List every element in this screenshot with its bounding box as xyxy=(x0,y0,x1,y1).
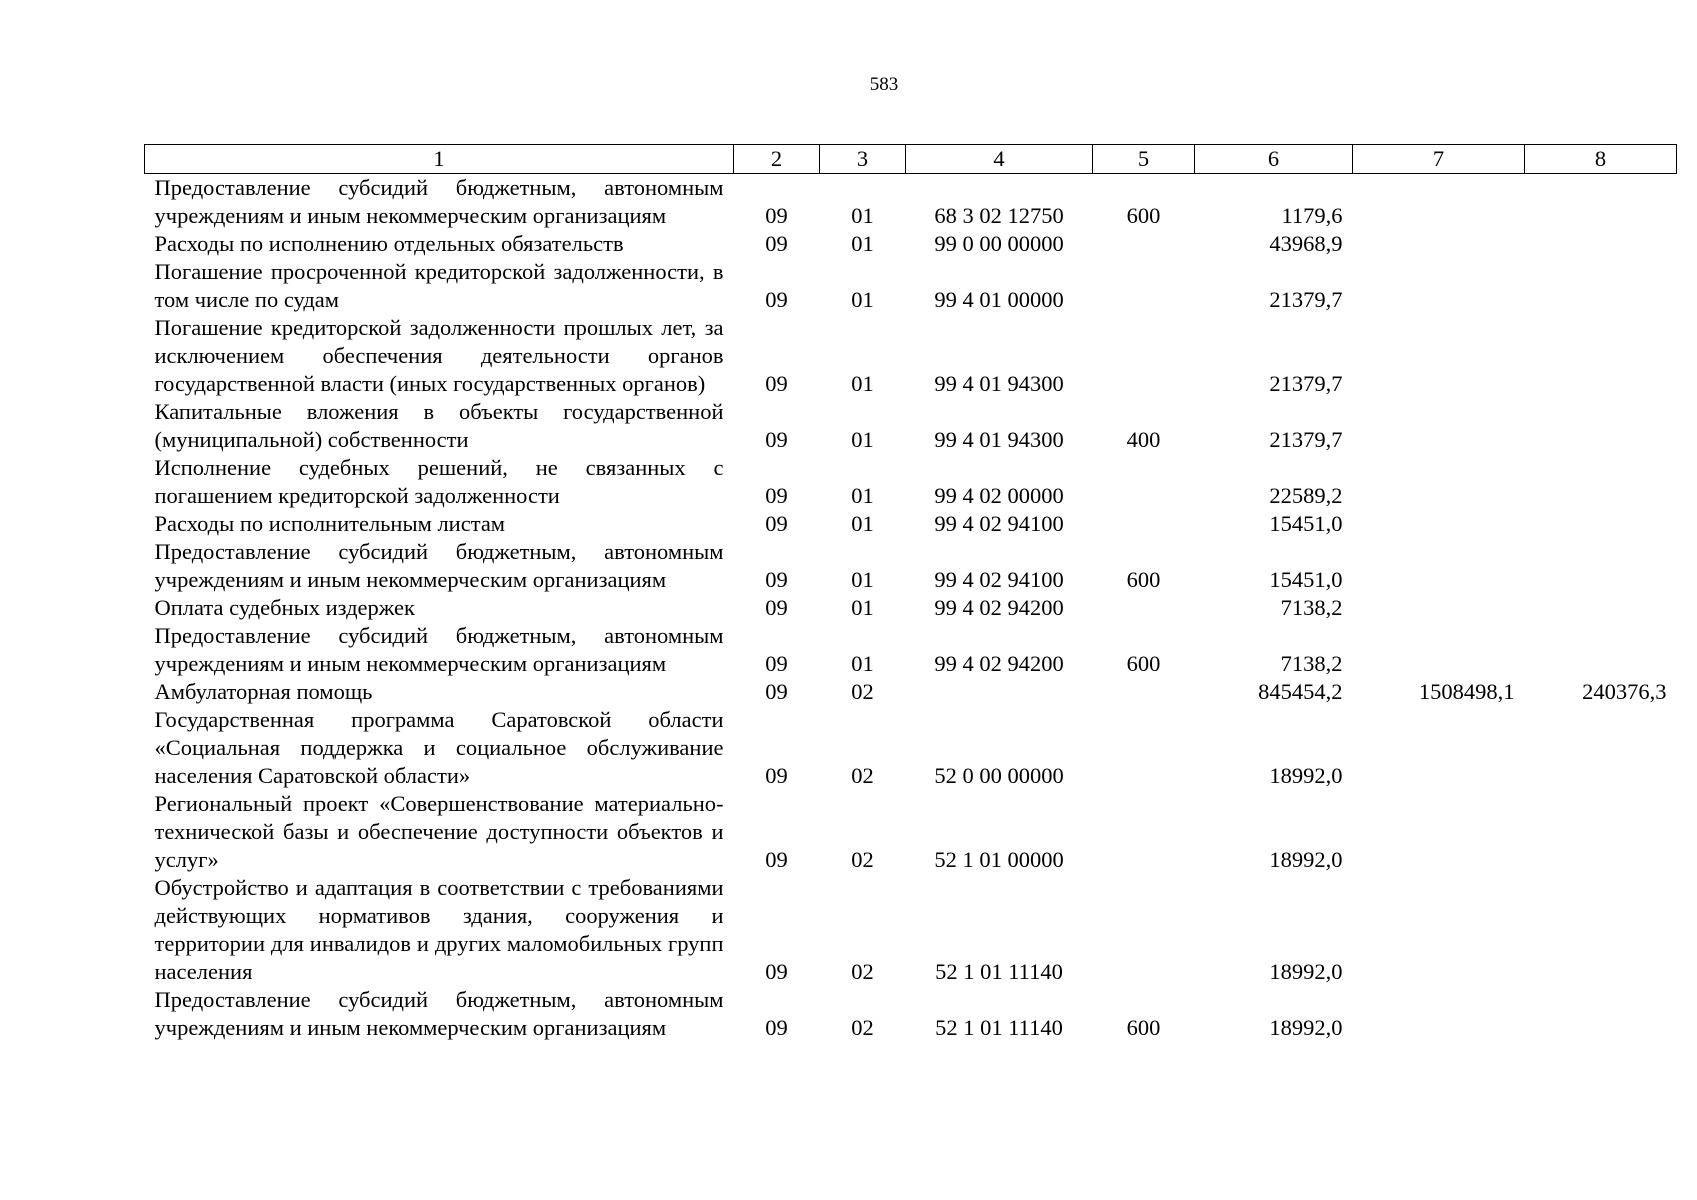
cell-amount-6: 21379,7 xyxy=(1269,371,1343,396)
header-cell: 8 xyxy=(1525,145,1677,174)
cell-section: 09 xyxy=(765,763,788,788)
page-number: 583 xyxy=(869,74,899,95)
row-description: Предоставление субсидий бюджетным, автономным учреждениям и иным некоммерческим организациям xyxy=(154,987,724,1040)
cell-amount-8 xyxy=(1525,398,1677,454)
table-row xyxy=(145,174,1677,231)
cell-expense-type: 400 xyxy=(1126,427,1161,452)
cell-subsection: 01 xyxy=(851,427,874,452)
cell-amount-8 xyxy=(1525,790,1677,874)
cell-target-code: 99 4 02 94100 xyxy=(934,511,1064,536)
cell-amount-8 xyxy=(1525,622,1677,678)
cell-subsection: 02 xyxy=(851,763,874,788)
cell-target-code: 68 3 02 12750 xyxy=(934,203,1064,228)
cell-amount-6: 7138,2 xyxy=(1280,595,1343,620)
cell-target-code: 52 1 01 00000 xyxy=(934,847,1064,872)
cell-amount-8 xyxy=(1525,174,1677,231)
cell-amount-8 xyxy=(1525,454,1677,510)
cell-subsection: 01 xyxy=(851,203,874,228)
cell-expense-type xyxy=(1093,510,1195,538)
row-description: Государственная программа Саратовской области «Социальная поддержка и социальное обслуживание населения Саратовской области» xyxy=(154,707,724,788)
cell-amount-8 xyxy=(1525,314,1677,398)
cell-amount-7 xyxy=(1353,174,1525,231)
cell-amount-7 xyxy=(1353,706,1525,790)
table-row xyxy=(145,314,1677,398)
cell-target-code: 99 4 01 00000 xyxy=(934,287,1064,312)
cell-amount-7 xyxy=(1353,622,1525,678)
cell-amount-8 xyxy=(1525,874,1677,986)
cell-amount-7 xyxy=(1353,538,1525,594)
cell-amount-6: 21379,7 xyxy=(1269,427,1343,452)
cell-amount-7 xyxy=(1353,874,1525,986)
cell-amount-7 xyxy=(1353,986,1525,1042)
row-description: Оплата судебных издержек xyxy=(154,595,415,620)
cell-subsection: 02 xyxy=(851,1015,874,1040)
row-description: Предоставление субсидий бюджетным, автономным учреждениям и иным некоммерческим организациям xyxy=(154,175,724,228)
cell-amount-7 xyxy=(1353,790,1525,874)
cell-subsection: 01 xyxy=(851,483,874,508)
cell-section: 09 xyxy=(765,679,788,704)
cell-subsection: 02 xyxy=(851,679,874,704)
table-row xyxy=(145,230,1677,258)
table-row xyxy=(145,706,1677,790)
cell-amount-8: 240376,3 xyxy=(1582,679,1667,704)
cell-amount-7 xyxy=(1353,258,1525,314)
cell-amount-7 xyxy=(1353,398,1525,454)
table-row xyxy=(145,454,1677,510)
cell-expense-type xyxy=(1093,454,1195,510)
table-row xyxy=(145,398,1677,454)
cell-section: 09 xyxy=(765,203,788,228)
header-row xyxy=(145,145,1677,174)
cell-target-code: 99 4 02 94100 xyxy=(934,567,1064,592)
cell-subsection: 01 xyxy=(851,595,874,620)
row-description: Расходы по исполнению отдельных обязательств xyxy=(154,231,624,256)
table-row xyxy=(145,510,1677,538)
cell-section: 09 xyxy=(765,595,788,620)
cell-section: 09 xyxy=(765,567,788,592)
cell-amount-7 xyxy=(1353,230,1525,258)
cell-amount-8 xyxy=(1525,538,1677,594)
cell-expense-type xyxy=(1093,314,1195,398)
table-row xyxy=(145,678,1677,706)
table-row xyxy=(145,258,1677,314)
header-cell: 7 xyxy=(1353,145,1525,174)
cell-expense-type xyxy=(1093,594,1195,622)
cell-amount-8 xyxy=(1525,510,1677,538)
cell-expense-type: 600 xyxy=(1126,567,1161,592)
header-cell: 2 xyxy=(734,145,820,174)
table-row xyxy=(145,594,1677,622)
cell-section: 09 xyxy=(765,847,788,872)
cell-amount-6: 22589,2 xyxy=(1269,483,1343,508)
cell-subsection: 01 xyxy=(851,287,874,312)
cell-target-code: 99 4 02 94200 xyxy=(934,595,1064,620)
cell-amount-7 xyxy=(1353,594,1525,622)
row-description: Предоставление субсидий бюджетным, автономным учреждениям и иным некоммерческим организациям xyxy=(154,623,724,676)
cell-amount-8 xyxy=(1525,258,1677,314)
cell-target-code: 52 1 01 11140 xyxy=(935,959,1063,984)
cell-section: 09 xyxy=(765,959,788,984)
cell-expense-type xyxy=(1093,230,1195,258)
cell-section: 09 xyxy=(765,651,788,676)
table-body xyxy=(145,174,1677,1043)
cell-amount-6: 18992,0 xyxy=(1269,1015,1343,1040)
cell-section: 09 xyxy=(765,1015,788,1040)
table-row xyxy=(145,790,1677,874)
cell-amount-6: 15451,0 xyxy=(1269,567,1343,592)
row-description: Предоставление субсидий бюджетным, автономным учреждениям и иным некоммерческим организациям xyxy=(154,539,724,592)
cell-amount-8 xyxy=(1525,986,1677,1042)
cell-subsection: 01 xyxy=(851,231,874,256)
cell-section: 09 xyxy=(765,287,788,312)
cell-subsection: 02 xyxy=(851,959,874,984)
cell-amount-6: 18992,0 xyxy=(1269,847,1343,872)
cell-section: 09 xyxy=(765,427,788,452)
cell-section: 09 xyxy=(765,371,788,396)
budget-table xyxy=(144,144,1677,1042)
table-row xyxy=(145,538,1677,594)
table-row xyxy=(145,622,1677,678)
cell-amount-6: 18992,0 xyxy=(1269,763,1343,788)
cell-amount-6: 1179,6 xyxy=(1281,203,1343,228)
table-row xyxy=(145,986,1677,1042)
cell-amount-6: 845454,2 xyxy=(1258,679,1343,704)
cell-subsection: 01 xyxy=(851,567,874,592)
cell-target-code: 52 0 00 00000 xyxy=(934,763,1064,788)
cell-target-code: 99 4 02 00000 xyxy=(934,483,1064,508)
cell-expense-type xyxy=(1093,790,1195,874)
cell-section: 09 xyxy=(765,231,788,256)
cell-expense-type xyxy=(1093,706,1195,790)
cell-section: 09 xyxy=(765,483,788,508)
row-description: Амбулаторная помощь xyxy=(154,679,373,704)
header-cell: 5 xyxy=(1093,145,1195,174)
cell-amount-8 xyxy=(1525,706,1677,790)
row-description: Погашение кредиторской задолженности прошлых лет, за исключением обеспечения деятельности органов государственной власти (иных государственных органов) xyxy=(154,315,724,396)
cell-amount-7 xyxy=(1353,314,1525,398)
cell-section: 09 xyxy=(765,511,788,536)
cell-amount-6: 43968,9 xyxy=(1269,231,1343,256)
cell-expense-type xyxy=(1093,678,1195,706)
row-description: Погашение просроченной кредиторской задолженности, в том числе по судам xyxy=(154,259,724,312)
cell-subsection: 01 xyxy=(851,651,874,676)
cell-target-code: 99 0 00 00000 xyxy=(934,231,1064,256)
cell-amount-6: 21379,7 xyxy=(1269,287,1343,312)
cell-subsection: 01 xyxy=(851,511,874,536)
cell-amount-8 xyxy=(1525,594,1677,622)
cell-amount-6: 18992,0 xyxy=(1269,959,1343,984)
cell-target-code: 52 1 01 11140 xyxy=(935,1015,1063,1040)
cell-amount-7 xyxy=(1353,454,1525,510)
cell-amount-8 xyxy=(1525,230,1677,258)
cell-amount-6: 7138,2 xyxy=(1280,651,1343,676)
row-description: Исполнение судебных решений, не связанных с погашением кредиторской задолженности xyxy=(154,455,724,508)
cell-target-code: 99 4 02 94200 xyxy=(934,651,1064,676)
cell-amount-7 xyxy=(1353,510,1525,538)
cell-target-code: 99 4 01 94300 xyxy=(934,371,1064,396)
cell-target-code xyxy=(906,678,1093,706)
cell-expense-type: 600 xyxy=(1126,1015,1161,1040)
row-description: Обустройство и адаптация в соответствии с требованиями действующих нормативов здания, сооружения и территории для инвалидов и других маломобильных групп населения xyxy=(154,875,724,984)
cell-expense-type xyxy=(1093,258,1195,314)
table-row xyxy=(145,874,1677,986)
cell-subsection: 01 xyxy=(851,371,874,396)
cell-target-code: 99 4 01 94300 xyxy=(934,427,1064,452)
cell-amount-6: 15451,0 xyxy=(1269,511,1343,536)
header-cell: 1 xyxy=(145,145,734,174)
row-description: Расходы по исполнительным листам xyxy=(154,511,506,536)
row-description: Капитальные вложения в объекты государственной (муниципальной) собственности xyxy=(154,399,724,452)
cell-expense-type xyxy=(1093,874,1195,986)
row-description: Региональный проект «Совершенствование материально-технической базы и обеспечение доступности объектов и услуг» xyxy=(154,791,724,872)
cell-expense-type: 600 xyxy=(1126,203,1161,228)
header-cell: 4 xyxy=(906,145,1093,174)
header-cell: 6 xyxy=(1195,145,1353,174)
cell-subsection: 02 xyxy=(851,847,874,872)
cell-expense-type: 600 xyxy=(1126,651,1161,676)
header-cell: 3 xyxy=(820,145,906,174)
cell-amount-7: 1508498,1 xyxy=(1418,679,1515,704)
